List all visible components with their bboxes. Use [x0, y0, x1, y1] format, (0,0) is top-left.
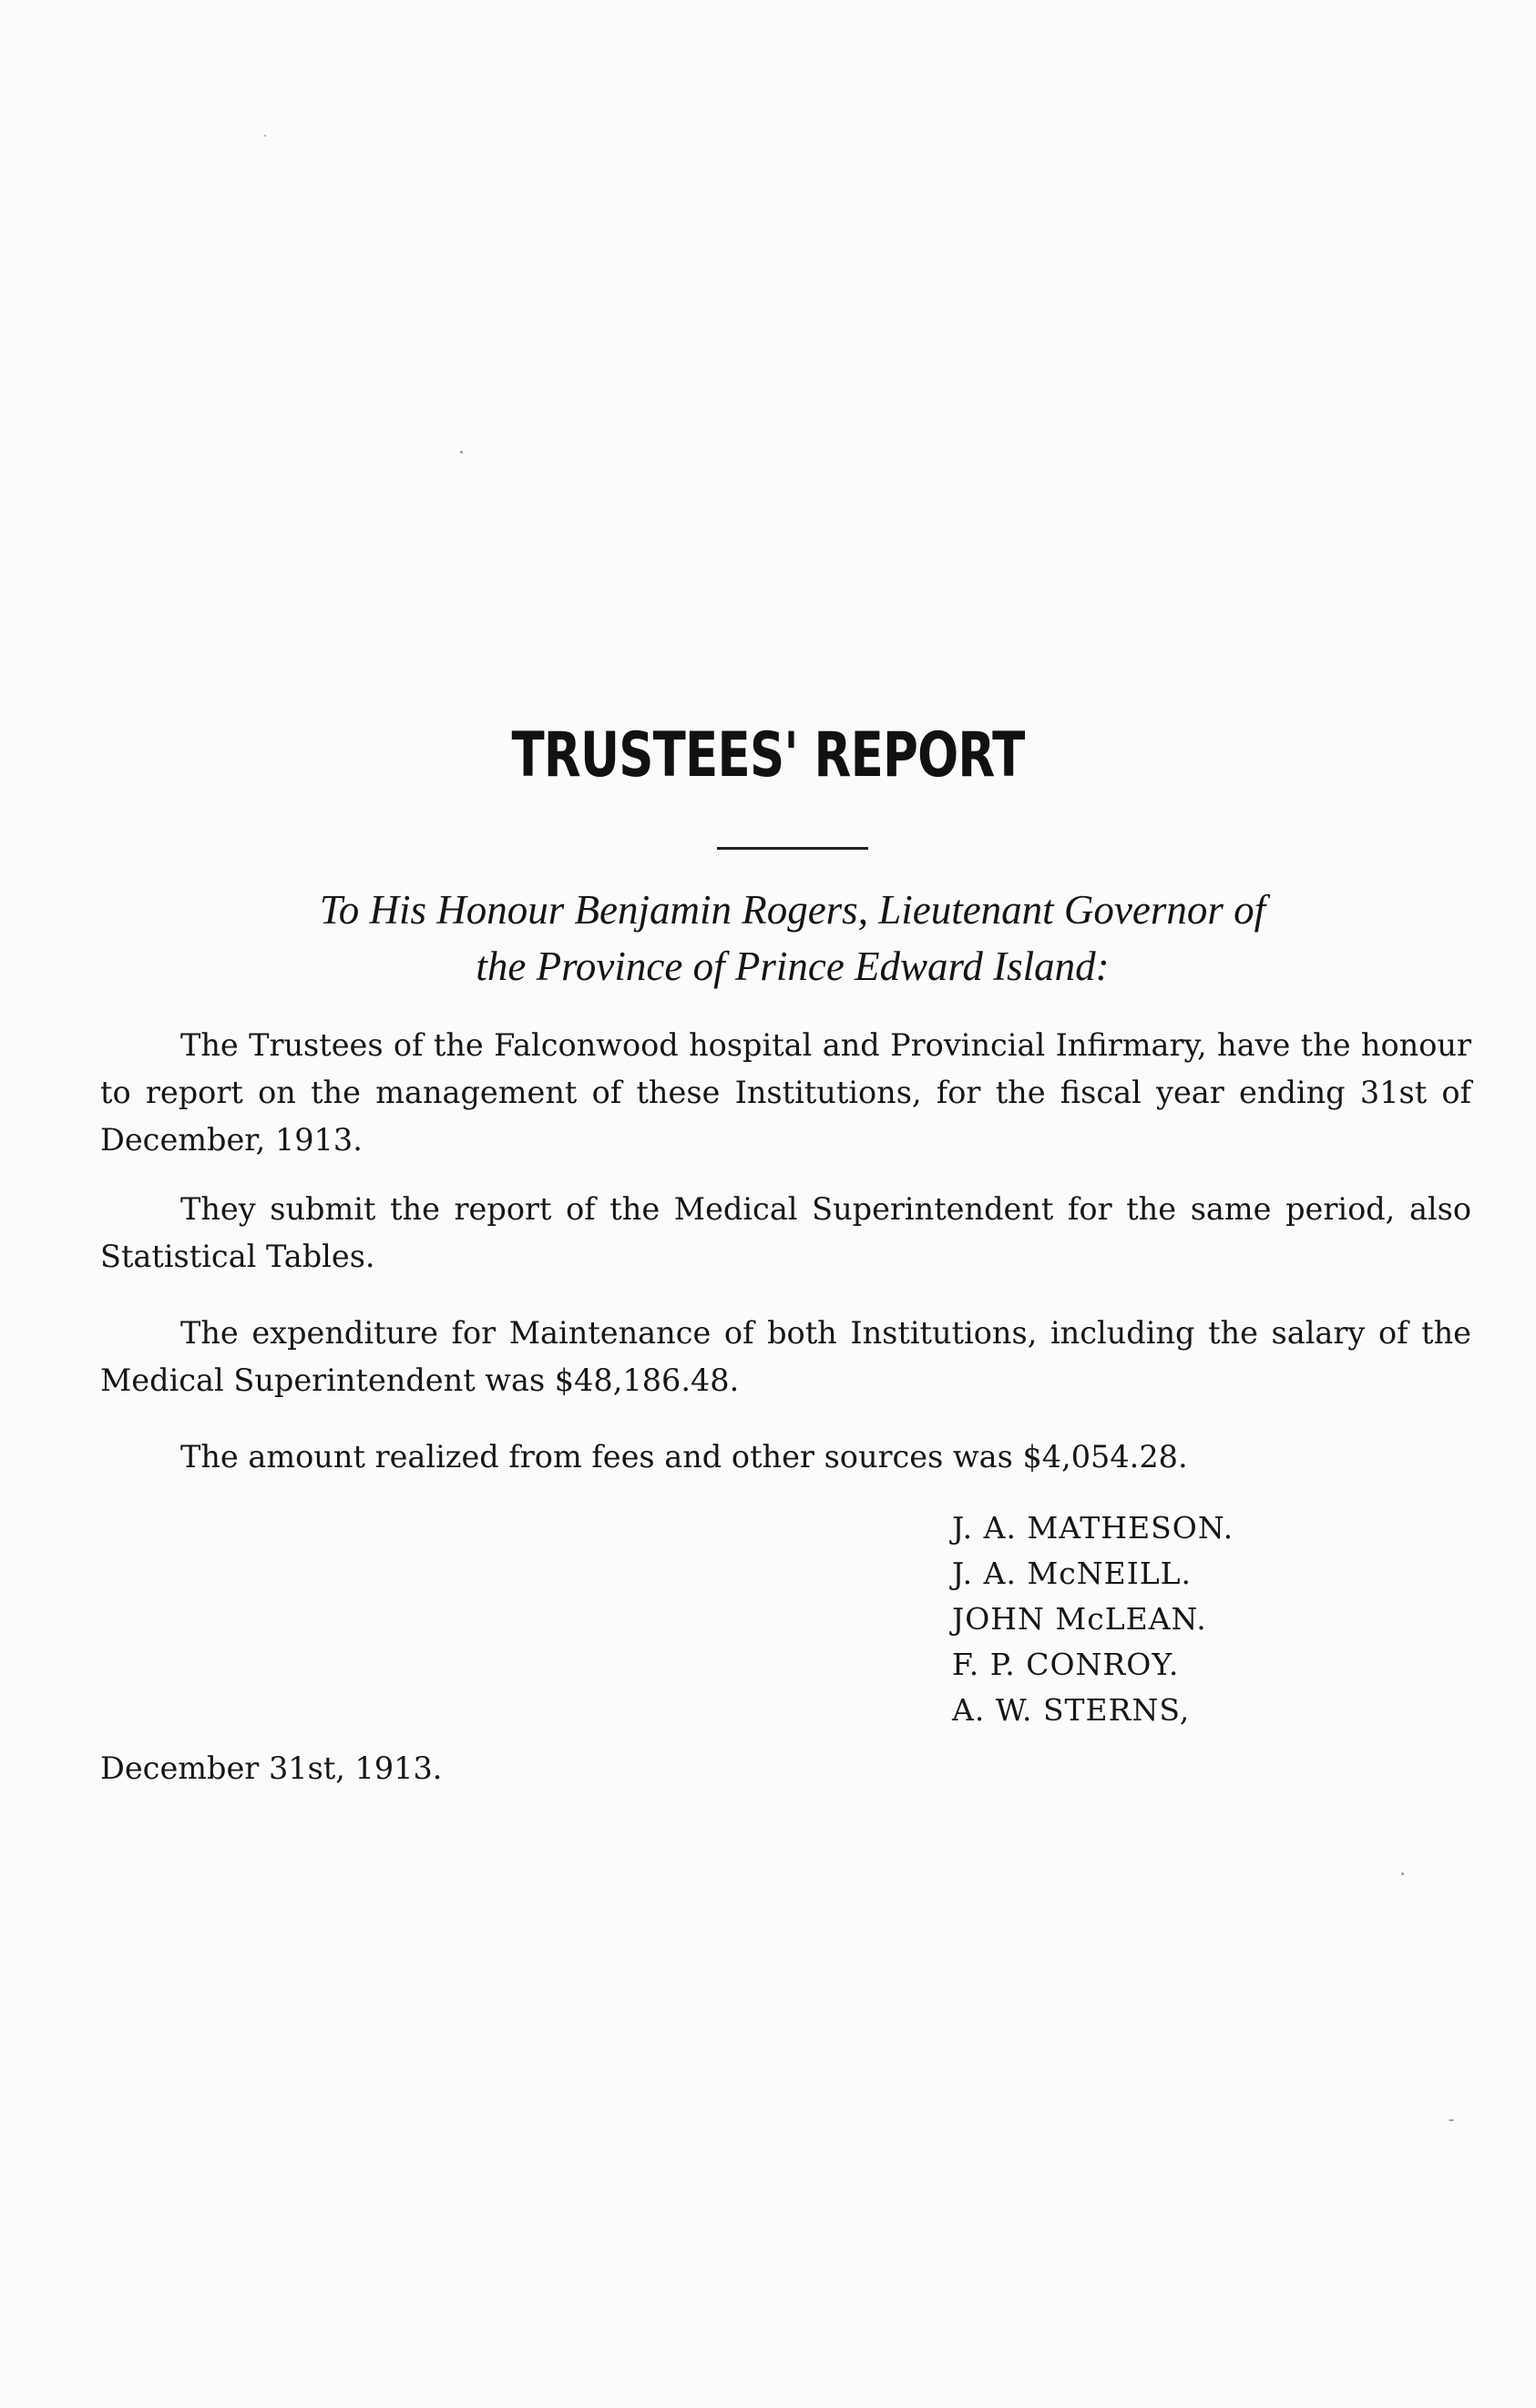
paragraph-text: The Trustees of the Falconwood hospital and Provincial Infirmary, have the honour to report on the management of these Institutions, for the fiscal year ending 31st of December, 1913.	[100, 1027, 1471, 1158]
signatory-name: J. A. McNEILL.	[952, 1556, 1193, 1591]
signatory-name: A. W. STERNS,	[952, 1692, 1191, 1728]
paragraph-text: The expenditure for Maintenance of both Institutions, including the salary of the Medical Superintendent was $48,186.48.	[100, 1315, 1471, 1398]
paragraph-text: The amount realized from fees and other sources was $4,054.28.	[180, 1439, 1188, 1474]
paragraph-trustees-intro	[100, 1022, 1471, 1164]
address-line-1: To His Honour Benjamin Rogers, Lieutenant Governor of	[319, 887, 1266, 933]
signatory-name: J. A. MATHESON.	[952, 1510, 1234, 1546]
title-divider	[717, 847, 868, 850]
signatory-name: JOHN McLEAN.	[952, 1601, 1207, 1637]
paper-speck	[1401, 1872, 1404, 1875]
report-date: December 31st, 1913.	[100, 1750, 443, 1786]
paragraph-superintendent-report	[100, 1186, 1471, 1281]
paper-speck	[264, 135, 266, 137]
paper-speck	[1449, 2119, 1454, 2121]
address-salutation	[82, 882, 1503, 995]
paragraph-fees	[180, 1434, 1474, 1481]
report-title: TRUSTEES' REPORT	[511, 719, 1025, 791]
signatories-list	[952, 1505, 1462, 1733]
paragraph-text: They submit the report of the Medical Superintendent for the same period, also Statistical Tables.	[100, 1191, 1471, 1274]
address-line-2: the Province of Prince Edward Island:	[476, 944, 1110, 989]
signatory-name: F. P. CONROY.	[952, 1647, 1180, 1682]
paper-speck	[460, 451, 463, 454]
paragraph-expenditure	[100, 1310, 1471, 1404]
